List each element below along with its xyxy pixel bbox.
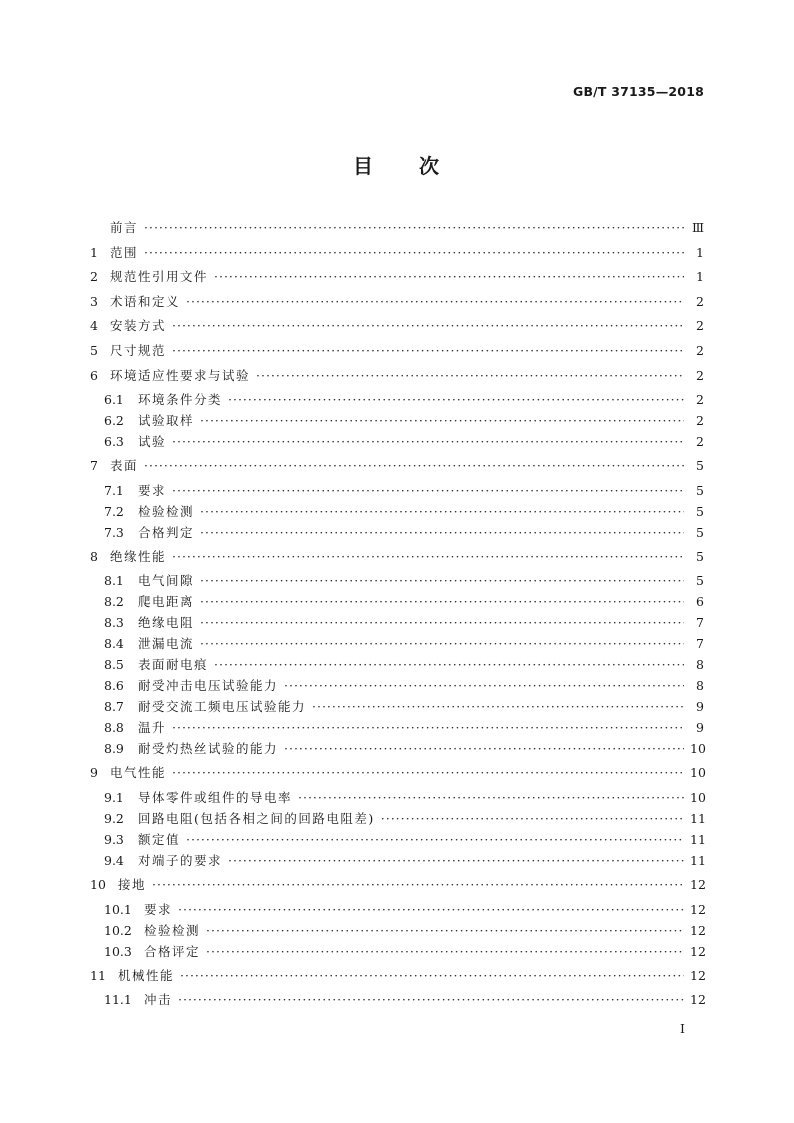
toc-entry[interactable]: [90, 788, 704, 809]
toc-dot-leader: [284, 678, 684, 693]
toc-dot-leader: [284, 741, 684, 756]
toc-entry-title: 爬电距离: [138, 594, 195, 610]
toc-entry-page: Ⅲ: [691, 220, 704, 235]
toc-entry-title: 电气性能: [110, 765, 167, 781]
toc-entry[interactable]: [90, 676, 704, 697]
toc-entry-number: 1: [90, 244, 98, 260]
toc-entry-number: 10.2: [104, 922, 132, 938]
toc-entry[interactable]: [90, 830, 704, 851]
toc-entry-page: 9: [696, 699, 704, 715]
toc-entry-title: 耐受交流工频电压试验能力: [138, 699, 307, 715]
toc-entry-number: 9.1: [104, 789, 124, 805]
toc-entry-title: 耐受灼热丝试验的能力: [138, 741, 279, 757]
toc-entry-title: 前言: [110, 220, 139, 235]
toc-entry-page: 10: [690, 789, 706, 805]
table-of-contents: [90, 218, 704, 1011]
toc-entry-number: 8.3: [104, 615, 124, 631]
toc-entry-title: 术语和定义: [110, 293, 181, 309]
toc-entry-number: 8.9: [104, 741, 124, 757]
toc-entry[interactable]: [90, 316, 704, 341]
toc-entry-title: 泄漏电流: [138, 636, 195, 652]
toc-entry-title: 温升: [138, 720, 167, 736]
toc-entry-number: 4: [90, 318, 98, 334]
toc-entry-page: 12: [690, 901, 706, 917]
toc-entry-page: 8: [696, 678, 704, 694]
toc-entry-title: 机械性能: [118, 967, 175, 983]
toc-entry-number: 10.1: [104, 901, 132, 917]
toc-entry-number: 10.3: [104, 943, 132, 959]
toc-entry-page: 7: [696, 615, 704, 631]
toc-entry-title: 回路电阻(包括各相之间的回路电阻差): [138, 810, 375, 826]
toc-dot-leader: [200, 413, 684, 428]
toc-entry-page: 9: [696, 720, 704, 736]
toc-entry[interactable]: [90, 655, 704, 676]
toc-entry-number: 8.5: [104, 657, 124, 673]
toc-entry[interactable]: [90, 366, 704, 391]
toc-entry-page: 12: [690, 967, 706, 983]
toc-entry-page: 5: [696, 503, 704, 519]
toc-entry-number: 9.2: [104, 810, 124, 826]
toc-entry[interactable]: [90, 243, 704, 268]
toc-entry-page: 2: [696, 434, 704, 450]
toc-dot-leader: [172, 434, 684, 449]
toc-entry[interactable]: [90, 523, 704, 544]
toc-entry-title: 耐受冲击电压试验能力: [138, 678, 279, 694]
toc-entry[interactable]: [90, 851, 704, 872]
toc-dot-leader: [144, 220, 684, 235]
toc-dot-leader: [178, 992, 684, 1007]
toc-entry-number: 6.2: [104, 413, 124, 429]
toc-entry-page: 2: [696, 342, 704, 358]
toc-dot-leader: [200, 594, 684, 609]
toc-entry[interactable]: [90, 571, 704, 592]
toc-entry[interactable]: [90, 718, 704, 739]
toc-dot-leader: [206, 923, 684, 938]
toc-entry[interactable]: [90, 218, 704, 243]
toc-entry[interactable]: [90, 966, 704, 991]
toc-dot-leader: [381, 811, 684, 826]
toc-entry[interactable]: [90, 502, 704, 523]
toc-entry-page: 5: [696, 573, 704, 589]
toc-entry-number: 8.6: [104, 678, 124, 694]
toc-entry-page: 2: [696, 318, 704, 334]
toc-entry[interactable]: [90, 547, 704, 572]
title-part-1: 目: [353, 154, 375, 178]
toc-entry[interactable]: [90, 921, 704, 942]
toc-entry[interactable]: [90, 809, 704, 830]
toc-dot-leader: [172, 720, 684, 735]
toc-dot-leader: [206, 944, 684, 959]
toc-entry[interactable]: [90, 942, 704, 963]
page-number: I: [680, 1021, 685, 1036]
toc-entry-page: 12: [690, 943, 706, 959]
toc-entry[interactable]: [90, 592, 704, 613]
toc-entry-number: 11.1: [104, 992, 132, 1008]
toc-dot-leader: [200, 504, 684, 519]
toc-entry-title: 冲击: [144, 992, 173, 1008]
toc-entry[interactable]: [90, 739, 704, 760]
toc-entry[interactable]: [90, 292, 704, 317]
toc-entry-number: 3: [90, 293, 98, 309]
toc-entry[interactable]: [90, 990, 704, 1011]
toc-dot-leader: [180, 968, 684, 983]
toc-entry-number: 8.1: [104, 573, 124, 589]
toc-entry-title: 要求: [144, 901, 173, 917]
toc-entry-number: 8.4: [104, 636, 124, 652]
toc-entry-title: 检验检测: [144, 922, 201, 938]
toc-entry-number: 8.2: [104, 594, 124, 610]
toc-entry-page: 11: [690, 810, 706, 826]
toc-entry-title: 规范性引用文件: [110, 269, 209, 285]
toc-entry-title: 合格判定: [138, 524, 195, 540]
toc-entry-page: 5: [696, 548, 704, 564]
toc-entry-page: 11: [690, 831, 706, 847]
toc-entry-page: 5: [696, 458, 704, 474]
toc-entry-title: 要求: [138, 482, 167, 498]
toc-dot-leader: [172, 318, 684, 333]
toc-entry-title: 检验检测: [138, 503, 195, 519]
toc-entry-page: 2: [696, 367, 704, 383]
toc-dot-leader: [172, 765, 684, 780]
toc-dot-leader: [200, 636, 684, 651]
toc-entry-title: 安装方式: [110, 318, 167, 334]
toc-entry-title: 绝缘性能: [110, 548, 167, 564]
toc-entry-number: 9: [90, 765, 98, 781]
toc-entry-number: 6: [90, 367, 98, 383]
toc-dot-leader: [214, 269, 684, 284]
toc-dot-leader: [312, 699, 684, 714]
toc-entry-page: 2: [696, 293, 704, 309]
toc-entry[interactable]: [90, 613, 704, 634]
toc-dot-leader: [228, 392, 684, 407]
toc-entry-number: 7.2: [104, 503, 124, 519]
toc-entry-number: 8.7: [104, 699, 124, 715]
toc-entry[interactable]: [90, 697, 704, 718]
toc-dot-leader: [172, 483, 684, 498]
toc-entry-page: 7: [696, 636, 704, 652]
toc-entry-page: 12: [690, 922, 706, 938]
toc-entry[interactable]: [90, 900, 704, 921]
toc-dot-leader: [144, 245, 684, 260]
toc-dot-leader: [186, 832, 684, 847]
toc-entry-title: 环境条件分类: [138, 392, 223, 408]
toc-entry-page: 12: [690, 876, 706, 892]
toc-dot-leader: [298, 790, 684, 805]
toc-entry-title: 表面: [110, 458, 139, 474]
toc-entry-number: 9.3: [104, 831, 124, 847]
toc-entry-title: 合格评定: [144, 943, 201, 959]
toc-entry-title: 表面耐电痕: [138, 657, 209, 673]
toc-dot-leader: [178, 902, 684, 917]
toc-entry-number: 8.8: [104, 720, 124, 736]
toc-entry-page: 12: [690, 992, 706, 1008]
page-title: [0, 150, 794, 179]
toc-entry-number: 7.3: [104, 524, 124, 540]
toc-dot-leader: [228, 853, 684, 868]
toc-entry-page: 11: [690, 852, 706, 868]
toc-entry-title: 试验取样: [138, 413, 195, 429]
toc-entry-number: 5: [90, 342, 98, 358]
toc-entry[interactable]: [90, 634, 704, 655]
toc-entry-number: 9.4: [104, 852, 124, 868]
standard-code: GB/T 37135—2018: [572, 84, 704, 99]
toc-dot-leader: [144, 458, 684, 473]
toc-entry[interactable]: [90, 267, 704, 292]
toc-entry-title: 额定值: [138, 831, 181, 847]
toc-entry-number: 8: [90, 548, 98, 564]
toc-entry[interactable]: [90, 763, 704, 788]
toc-entry[interactable]: [90, 432, 704, 453]
toc-entry-page: 5: [696, 482, 704, 498]
toc-entry-page: 2: [696, 413, 704, 429]
toc-entry-title: 环境适应性要求与试验: [110, 367, 251, 383]
toc-dot-leader: [200, 573, 684, 588]
toc-dot-leader: [256, 368, 684, 383]
toc-entry-title: 试验: [138, 434, 167, 450]
toc-dot-leader: [200, 525, 684, 540]
title-part-2: 次: [419, 154, 441, 178]
toc-entry[interactable]: [90, 390, 704, 411]
toc-entry-title: 导体零件或组件的导电率: [138, 789, 293, 805]
toc-entry-number: 7.1: [104, 482, 124, 498]
toc-entry-title: 范围: [110, 244, 139, 260]
toc-entry-page: 5: [696, 524, 704, 540]
toc-dot-leader: [214, 657, 684, 672]
toc-entry-title: 对端子的要求: [138, 852, 223, 868]
toc-entry[interactable]: [90, 481, 704, 502]
toc-dot-leader: [200, 615, 684, 630]
toc-entry-page: 8: [696, 657, 704, 673]
toc-dot-leader: [172, 549, 684, 564]
toc-entry[interactable]: [90, 875, 704, 900]
toc-entry-number: 7: [90, 458, 98, 474]
toc-entry-page: 10: [690, 741, 706, 757]
toc-dot-leader: [186, 294, 684, 309]
toc-entry-page: 10: [690, 765, 706, 781]
toc-dot-leader: [172, 343, 684, 358]
toc-entry-title: 电气间隙: [138, 573, 195, 589]
toc-entry-page: 6: [696, 594, 704, 610]
toc-entry-number: 6.1: [104, 392, 124, 408]
toc-entry[interactable]: [90, 341, 704, 366]
toc-entry-page: 2: [696, 392, 704, 408]
toc-entry[interactable]: [90, 411, 704, 432]
toc-dot-leader: [152, 877, 684, 892]
toc-entry-number: 11: [90, 967, 106, 983]
toc-entry-title: 绝缘电阻: [138, 615, 195, 631]
toc-entry[interactable]: [90, 456, 704, 481]
toc-entry-number: 2: [90, 269, 98, 285]
toc-entry-number: 10: [90, 876, 106, 892]
toc-entry-title: 接地: [118, 876, 147, 892]
toc-entry-title: 尺寸规范: [110, 342, 167, 358]
toc-entry-number: 6.3: [104, 434, 124, 450]
toc-entry-page: 1: [696, 244, 704, 260]
toc-entry-page: 1: [696, 269, 704, 285]
